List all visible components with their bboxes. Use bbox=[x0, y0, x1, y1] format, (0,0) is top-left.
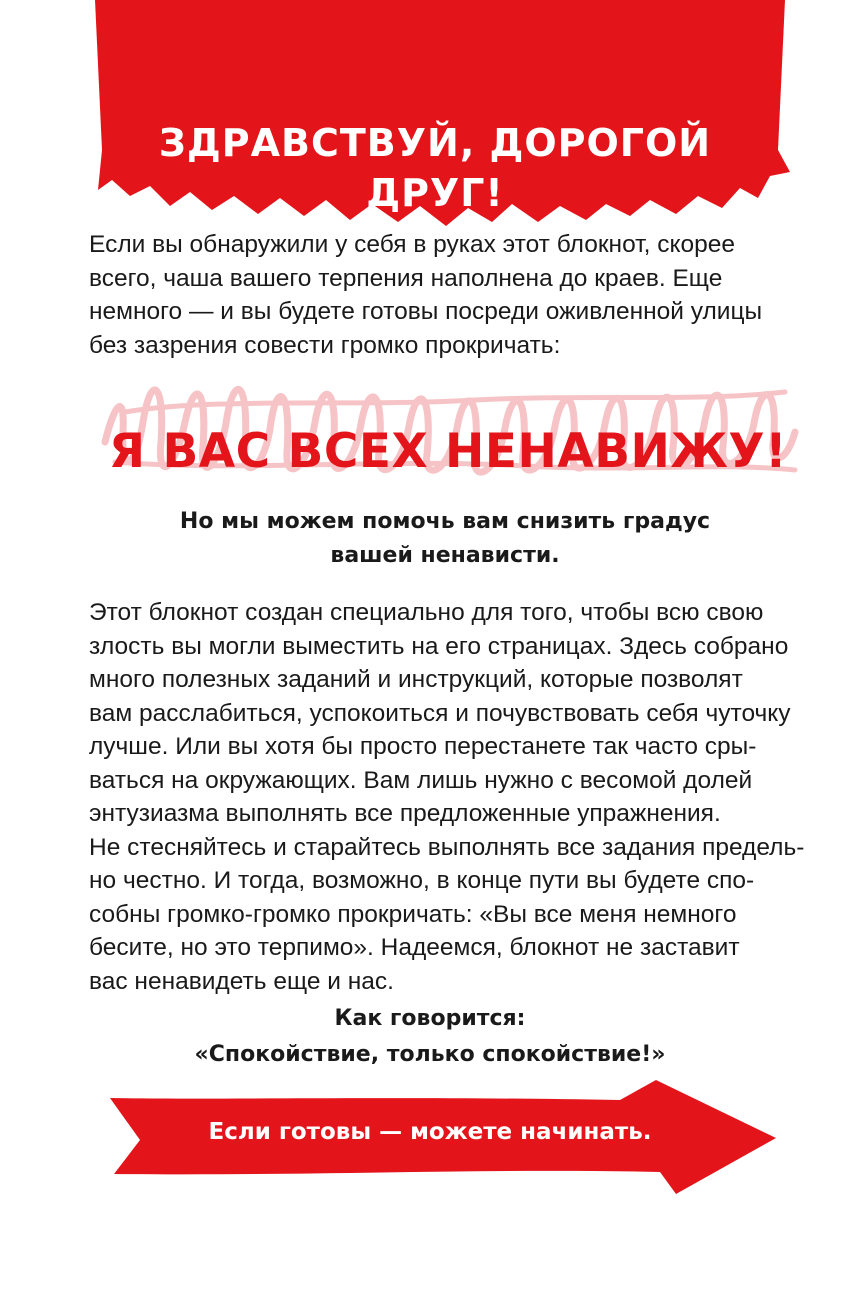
body-line: Этот блокнот создан специально для того, чтобы всю свою bbox=[89, 599, 764, 626]
body-line: вас ненавидеть еще и нас. bbox=[89, 967, 394, 995]
body-line: собны громко-громко прокричать: «Вы все меня немного bbox=[89, 900, 737, 928]
top-banner bbox=[0, 0, 844, 240]
body-line: злость вы могли выместить на его страницах. Здесь собрано bbox=[89, 632, 789, 660]
body-line: энтузиазма выполнять все предложенные упражнения. bbox=[89, 800, 721, 827]
start-call-to-action: Если готовы — можете начинать. bbox=[208, 1119, 652, 1145]
body-line: но честно. И тогда, возможно, в конце пути вы будете спо- bbox=[89, 867, 755, 894]
shout-headline: Я ВАС ВСЕХ НЕНАВИЖУ! bbox=[108, 424, 788, 479]
body-line: вам расслабиться, успокоиться и почувствовать себя чуточку bbox=[89, 699, 791, 727]
quote-text: «Спокойствие, только спокойствие!» bbox=[194, 1042, 666, 1067]
help-line-2: вашей ненависти. bbox=[330, 543, 560, 568]
body-line: бесите, но это терпимо». Надеемся, блокнот не заставит bbox=[89, 934, 740, 961]
help-line-1: Но мы можем помочь вам снизить градус bbox=[179, 509, 711, 534]
body-line: Не стесняйтесь и старайтесь выполнять все задания предель- bbox=[89, 833, 805, 861]
body-line: лучше. Или вы хотя бы просто перестанете так часто сры- bbox=[89, 733, 757, 760]
help-subheading bbox=[120, 505, 770, 573]
quote-intro: Как говорится: bbox=[334, 1006, 526, 1031]
body-paragraph bbox=[89, 596, 805, 998]
page-title: ЗДРАВСТВУЙ, ДОРОГОЙ ДРУГ! bbox=[158, 121, 712, 215]
quote-block bbox=[120, 1001, 740, 1073]
intro-paragraph: Если вы обнаружили у себя в руках этот блокнот, скорее всего, чаша вашего терпения наполнена до краев. Еще немного — и вы будете готовы посреди оживленной улицы без зазрения совести громко прокричать: bbox=[89, 231, 763, 359]
body-line: ваться на окружающих. Вам лишь нужно с весомой долей bbox=[89, 766, 753, 794]
body-line: много полезных заданий и инструкций, которые позволят bbox=[89, 666, 743, 693]
